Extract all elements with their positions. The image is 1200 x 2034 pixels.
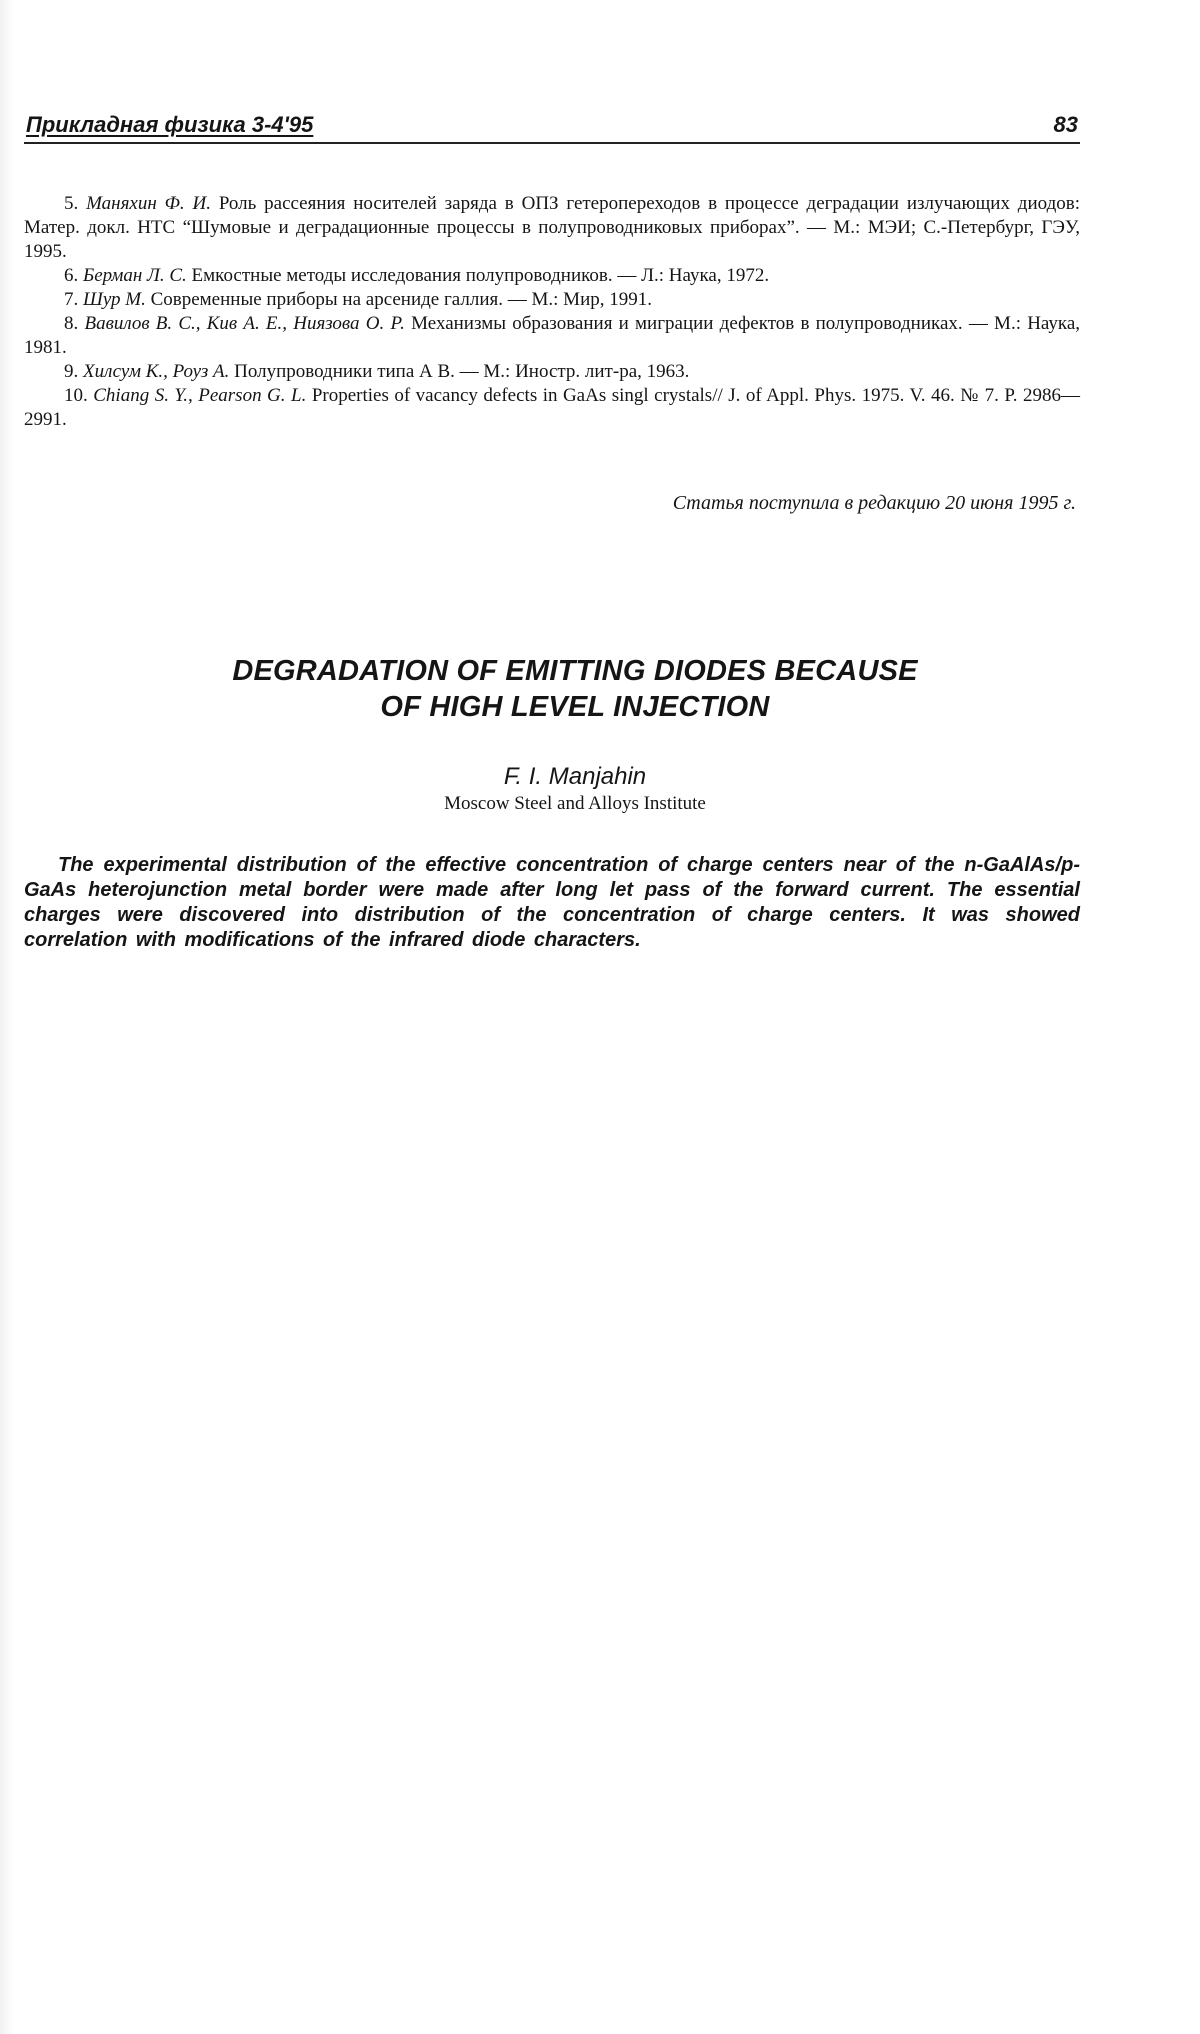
reference-number: 8. <box>64 313 79 334</box>
reference-text: Полупроводники типа А В. — М.: Иностр. лит-ра, 1963. <box>234 361 690 382</box>
reference-authors: Хилсум К., Роуз А. <box>83 361 230 382</box>
reference-item <box>24 360 1080 384</box>
author-affiliation: Moscow Steel and Alloys Institute <box>444 793 706 814</box>
reference-authors: Chiang S. Y., Pearson G. L. <box>93 385 307 406</box>
journal-title: Прикладная физика 3-4'95 <box>26 112 314 137</box>
reference-text: Современные приборы на арсениде галлия. — М.: Мир, 1991. <box>150 289 652 310</box>
reference-text: Емкостные методы исследования полупроводников. — Л.: Наука, 1972. <box>191 265 770 286</box>
reference-authors: Вавилов В. С., Кив А. Е., Ниязова О. Р. <box>84 313 405 334</box>
reference-list <box>24 192 1080 432</box>
running-header <box>24 112 1080 144</box>
received-note: Статья поступила в редакцию 20 июня 1995 г. <box>672 492 1076 514</box>
reference-text: Роль рассеяния носителей заряда в ОПЗ гетеропереходов в процессе деградации излучающих диодов: Матер. докл. НТС “Шумовые и деградационные процессы в полупроводниковых приборах”. — М.: МЭИ; С.-Петербург, ГЭУ, 1995. <box>24 193 1081 262</box>
page-number: 83 <box>1053 112 1078 137</box>
reference-number: 9. <box>64 361 79 382</box>
reference-item <box>24 264 1080 288</box>
reference-text: Properties of vacancy defects in GaAs singl crystals// J. of Appl. Phys. 1975. V. 46. № 7. P. 2986—2991. <box>24 385 1081 430</box>
reference-number: 6. <box>64 265 79 286</box>
reference-item <box>24 192 1080 264</box>
reference-number: 7. <box>64 289 79 310</box>
reference-authors: Шур М. <box>83 289 146 310</box>
article-abstract: The experimental distribution of the effective concentration of charge centers near of the n-GaAlAs/p-GaAs heterojunction metal border were made after long let pass of the forward current. The essential charges were discovered into distribution of the concentration of charge centers. It was showed correlation with modifications of the infrared diode characters. <box>24 854 1080 951</box>
reference-text: Механизмы образования и миграции дефектов в полупроводниках. — М.: Наука, 1981. <box>24 313 1081 358</box>
reference-number: 5. <box>64 193 79 214</box>
journal-page <box>24 112 1080 973</box>
article-title-line: DEGRADATION OF EMITTING DIODES BECAUSE <box>232 655 918 687</box>
reference-number: 10. <box>64 385 88 406</box>
reference-authors: Берман Л. С. <box>83 265 187 286</box>
scan-page-edge <box>0 0 14 2034</box>
reference-item <box>24 288 1080 312</box>
reference-item <box>24 384 1080 432</box>
article-title-line: OF HIGH LEVEL INJECTION <box>380 691 770 723</box>
reference-authors: Маняхин Ф. И. <box>86 193 211 214</box>
article-title <box>24 653 1080 725</box>
article-author: F. I. Manjahin <box>503 763 647 790</box>
reference-item <box>24 312 1080 360</box>
